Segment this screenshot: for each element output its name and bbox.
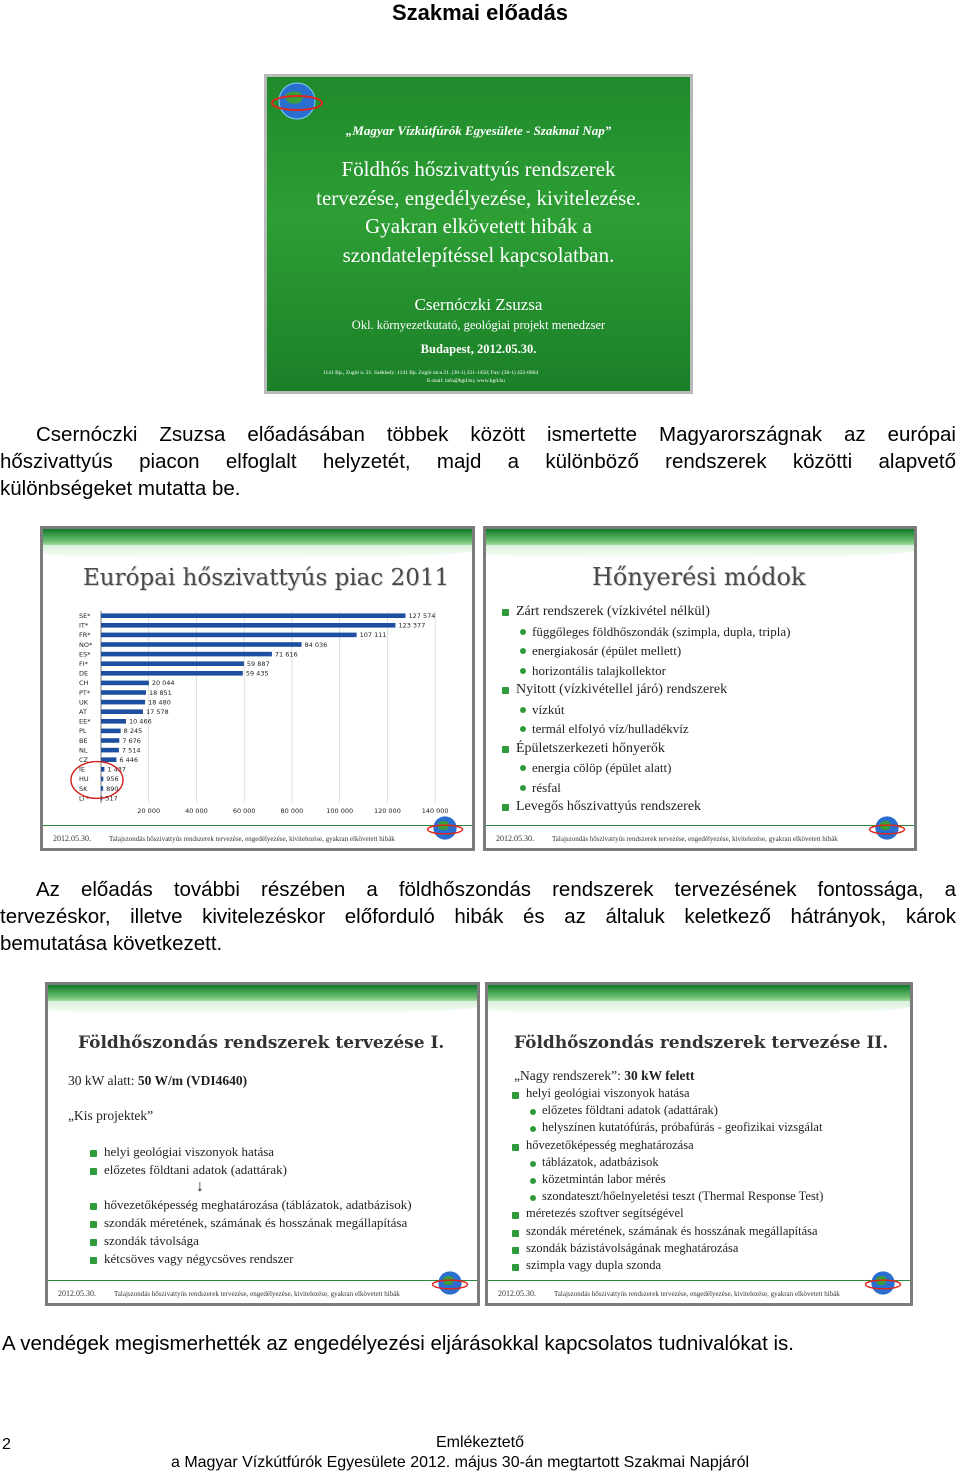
value-label: 956 — [106, 775, 119, 784]
paragraph-line: tervezéskor, illetve kivitelezéskor előforduló hibák és az általuk keletkező hátrányok, károk — [0, 905, 956, 928]
title-line: Gyakran elkövetett hibák a — [365, 214, 592, 238]
bar — [101, 786, 103, 791]
bar — [101, 729, 121, 734]
title-line: Földhős hőszivattyús rendszerek — [341, 157, 616, 181]
slide-title: Hőnyerési módok — [592, 563, 806, 591]
category-label: NO* — [79, 640, 93, 649]
bar — [101, 661, 244, 666]
category-label: PT* — [79, 688, 91, 697]
design-slide-1 — [45, 982, 480, 1306]
category-label: CZ — [79, 756, 88, 764]
footer-subtitle: a Magyar Vízkútfúrók Egyesülete 2012. május 30-án megtartott Szakmai Napjáról — [170, 1454, 750, 1471]
x-tick-label: 40 000 — [185, 807, 208, 815]
design-slide-2 — [485, 982, 913, 1306]
bullet-item: hővezetőképesség meghatározása (táblázatok, adatbázisok) — [86, 1196, 412, 1214]
paragraph-line: különbségeket mutatta be. — [0, 477, 241, 500]
paragraph-intro — [0, 421, 956, 502]
value-label: 10 466 — [128, 717, 152, 726]
bullet-item: Zárt rendszerek (vízkivétel nélkül) — [498, 602, 791, 622]
slide-footer-text: Talajszondás hőszivattyús rendszerek tervezése, engedélyezése, kivitelezése, gyakran elkövetett hibák — [552, 835, 838, 843]
value-label: 18 480 — [148, 698, 171, 707]
globe-logo-icon — [431, 1267, 469, 1299]
bullet-item: szondák méretének, számának és hosszának megállapítása — [86, 1214, 412, 1232]
paragraph-line: bemutatása következett. — [0, 932, 223, 955]
value-label: 517 — [105, 794, 118, 803]
slide-footer-date: 2012.05.30. — [496, 834, 534, 843]
bullet-item: közetmintán labor mérés — [508, 1171, 823, 1188]
bullet-item: vízkút — [498, 700, 791, 720]
value-label: 890 — [106, 784, 119, 793]
bar — [101, 719, 126, 724]
slide-title: Európai hőszivattyús piac 2011 — [83, 565, 450, 591]
bullet-list — [508, 1085, 823, 1274]
value-label: 18 851 — [148, 688, 172, 697]
value-label: 1 437 — [107, 765, 127, 774]
footer-title: Emlékeztető — [435, 1434, 525, 1451]
title-line: szondatelepítéssel kapcsolatban. — [342, 242, 615, 267]
slide-footer-date: 2012.05.30. — [58, 1289, 96, 1298]
bullet-item: hővezetőképesség meghatározása — [508, 1137, 823, 1154]
category-label: FI* — [79, 660, 88, 668]
value-label: 7 514 — [121, 746, 141, 755]
slide-event: „Magyar Vízkútfúrók Egyesülete - Szakmai Nap” — [345, 123, 612, 138]
bullet-item: Épületszerkezeti hőnyerők — [498, 739, 791, 759]
slide-title: Földhőszondás rendszerek tervezése I. — [78, 1033, 445, 1053]
category-label: BE — [79, 736, 88, 745]
value-label: 84 036 — [304, 640, 328, 649]
category-label: DE — [79, 669, 89, 678]
slide-contact: 1141 Bp., Zugló u. 21. Székhely: 1141 Bp. Zugló utca 21. (36-1) 221-1458; Fax: (36-1) 422-0004 — [323, 370, 539, 376]
down-arrow-icon: ↓ — [196, 1178, 204, 1195]
methods-slide — [483, 526, 917, 851]
group-label: „Kis projektek” — [68, 1108, 154, 1123]
bullet-item: helyi geológiai viszonyok hatása — [86, 1143, 287, 1161]
category-label: CH — [79, 679, 89, 688]
bar — [101, 642, 302, 647]
x-tick-label: 20 000 — [137, 807, 161, 815]
bullet-item: energiakosár (épület mellett) — [498, 641, 791, 661]
paragraph-line: Csernóczki Zsuzsa előadásában többek között ismertette Magyarországnak az európai — [36, 423, 956, 446]
value-label: 71 616 — [274, 650, 298, 659]
bullet-item: résfal — [498, 778, 791, 798]
paragraph-design — [0, 876, 956, 957]
category-label: LT* — [79, 794, 89, 803]
globe-logo-icon — [426, 812, 464, 844]
design-threshold: 30 kW alatt: 50 W/m (VDI4640) — [68, 1073, 248, 1088]
bullet-list — [498, 602, 791, 817]
value-label: 8 245 — [123, 727, 143, 736]
globe-logo-icon — [868, 812, 906, 844]
paragraph-line: hőszivattyús piacon elfoglalt helyzetét, majd a különböző rendszerek közötti alapvető — [0, 450, 956, 473]
slide-role: Okl. környezetkutató, geológiai projekt menedzser — [351, 318, 606, 332]
bar — [101, 748, 119, 753]
slide-footer-text: Talajszondás hőszivattyús rendszerek tervezése, engedélyezése, kivitelezése, gyakran elkövetett hibák — [114, 1290, 400, 1298]
bullet-list — [86, 1143, 287, 1179]
slide-contact-email: E-mail: info@hgd.hu; www.hgd.hu — [427, 378, 505, 384]
title-slide — [264, 74, 693, 394]
bullet-item: Nyitott (vízkivétellel járó) rendszerek — [498, 680, 791, 700]
bullet-item: szondák méretének, számának és hosszának megállapítása — [508, 1223, 823, 1240]
market-chart-slide — [40, 526, 475, 851]
bar — [101, 767, 104, 772]
bar — [101, 623, 395, 628]
value-label: 7 676 — [122, 736, 141, 745]
page-number: 2 — [2, 1436, 11, 1453]
bullet-item: függőleges földhőszondák (szimpla, dupla, tripla) — [498, 622, 791, 642]
bullet-item: termál elfolyó víz/hulladékvíz — [498, 719, 791, 739]
globe-logo-icon — [864, 1267, 902, 1299]
slide-footer-text: Talajszondás hőszivattyús rendszerek tervezése, engedélyezése, kivitelezése, gyakran elkövetett hibák — [554, 1290, 840, 1298]
title-line: tervezése, engedélyezése, kivitelezése. — [316, 185, 641, 210]
page-header-title: Szakmai előadás — [391, 0, 569, 25]
bullet-item: méretezés szoftver segítségével — [508, 1205, 823, 1222]
category-label: IE — [79, 765, 86, 774]
category-label: ES* — [79, 650, 91, 659]
bullet-item: szondák bázistávolságának meghatározása — [508, 1240, 823, 1257]
bullet-item: Levegős hőszivattyús rendszerek — [498, 797, 791, 817]
x-tick-label: 80 000 — [280, 807, 304, 815]
category-label: AT — [79, 708, 87, 716]
category-label: IT* — [79, 621, 89, 630]
bullet-item: helyszínen kutatófúrás, próbafúrás - geofizikai vizsgálat — [508, 1119, 823, 1136]
slide-date: Budapest, 2012.05.30. — [420, 342, 537, 356]
slide-footer-date: 2012.05.30. — [498, 1289, 536, 1298]
value-label: 123 377 — [398, 621, 426, 630]
category-label: EE* — [79, 717, 91, 726]
bullet-item: előzetes földtani adatok (adattárak) — [86, 1161, 287, 1179]
bar — [101, 681, 149, 686]
paragraph-closing: A vendégek megismerhették az engedélyezési eljárásokkal kapcsolatos tudnivalókat is. — [2, 1332, 794, 1355]
value-label: 107 111 — [359, 631, 387, 640]
bar — [101, 633, 357, 638]
bullet-item: horizontális talajkollektor — [498, 661, 791, 681]
value-label: 127 574 — [408, 612, 436, 620]
category-label: SK — [79, 784, 88, 793]
bullet-item: szimpla vagy dupla szonda — [508, 1257, 823, 1274]
bar — [101, 700, 145, 705]
slide-footer-date: 2012.05.30. — [53, 834, 91, 843]
bar — [101, 671, 243, 676]
bar — [101, 690, 146, 695]
x-tick-label: 60 000 — [232, 807, 256, 815]
design-threshold: „Nagy rendszerek”: 30 kW felett — [514, 1068, 695, 1083]
value-label: 59 435 — [245, 669, 269, 678]
slide-main-title — [267, 155, 690, 269]
value-label: 59 887 — [246, 660, 270, 668]
slide-footer-text: Talajszondás hőszivattyús rendszerek tervezése, engedélyezése, kivitelezése, gyakran elkövetett hibák — [109, 835, 395, 843]
bullet-item: előzetes földtani adatok (adattárak) — [508, 1102, 823, 1119]
bar — [101, 757, 116, 762]
bar — [101, 652, 272, 657]
bar — [101, 709, 143, 714]
x-tick-label: 140 000 — [421, 807, 449, 815]
globe-logo-icon — [271, 79, 323, 123]
x-tick-label: 120 000 — [373, 807, 401, 815]
bullet-item: szondák távolsága — [86, 1232, 412, 1250]
slide-title: Földhőszondás rendszerek tervezése II. — [514, 1033, 889, 1053]
category-label: SE* — [79, 612, 91, 620]
bar — [101, 738, 119, 743]
value-label: 20 044 — [151, 679, 175, 688]
category-label: UK — [79, 698, 89, 707]
bullet-item: helyi geológiai viszonyok hatása — [508, 1085, 823, 1102]
category-label: HU — [79, 775, 89, 784]
bar — [101, 613, 405, 618]
bar — [101, 777, 103, 782]
paragraph-line: Az előadás további részében a földhőszondás rendszerek tervezésének fontossága, a — [36, 878, 956, 901]
bullet-item: táblázatok, adatbázisok — [508, 1154, 823, 1171]
bullet-item: kétcsöves vagy négycsöves rendszer — [86, 1250, 412, 1268]
bullet-item: energia cölöp (épület alatt) — [498, 758, 791, 778]
slide-author: Csernóczki Zsuzsa — [414, 295, 543, 314]
x-tick-label: 100 000 — [326, 807, 354, 815]
bullet-list — [86, 1196, 412, 1268]
category-label: FR* — [79, 631, 91, 640]
category-label: NL — [79, 746, 88, 755]
value-label: 6 446 — [119, 756, 138, 764]
market-bar-chart — [63, 607, 463, 817]
bullet-item: szondateszt/hőelnyeletési teszt (Thermal Response Test) — [508, 1188, 823, 1205]
category-label: PL — [79, 727, 87, 736]
value-label: 17 578 — [145, 708, 169, 716]
